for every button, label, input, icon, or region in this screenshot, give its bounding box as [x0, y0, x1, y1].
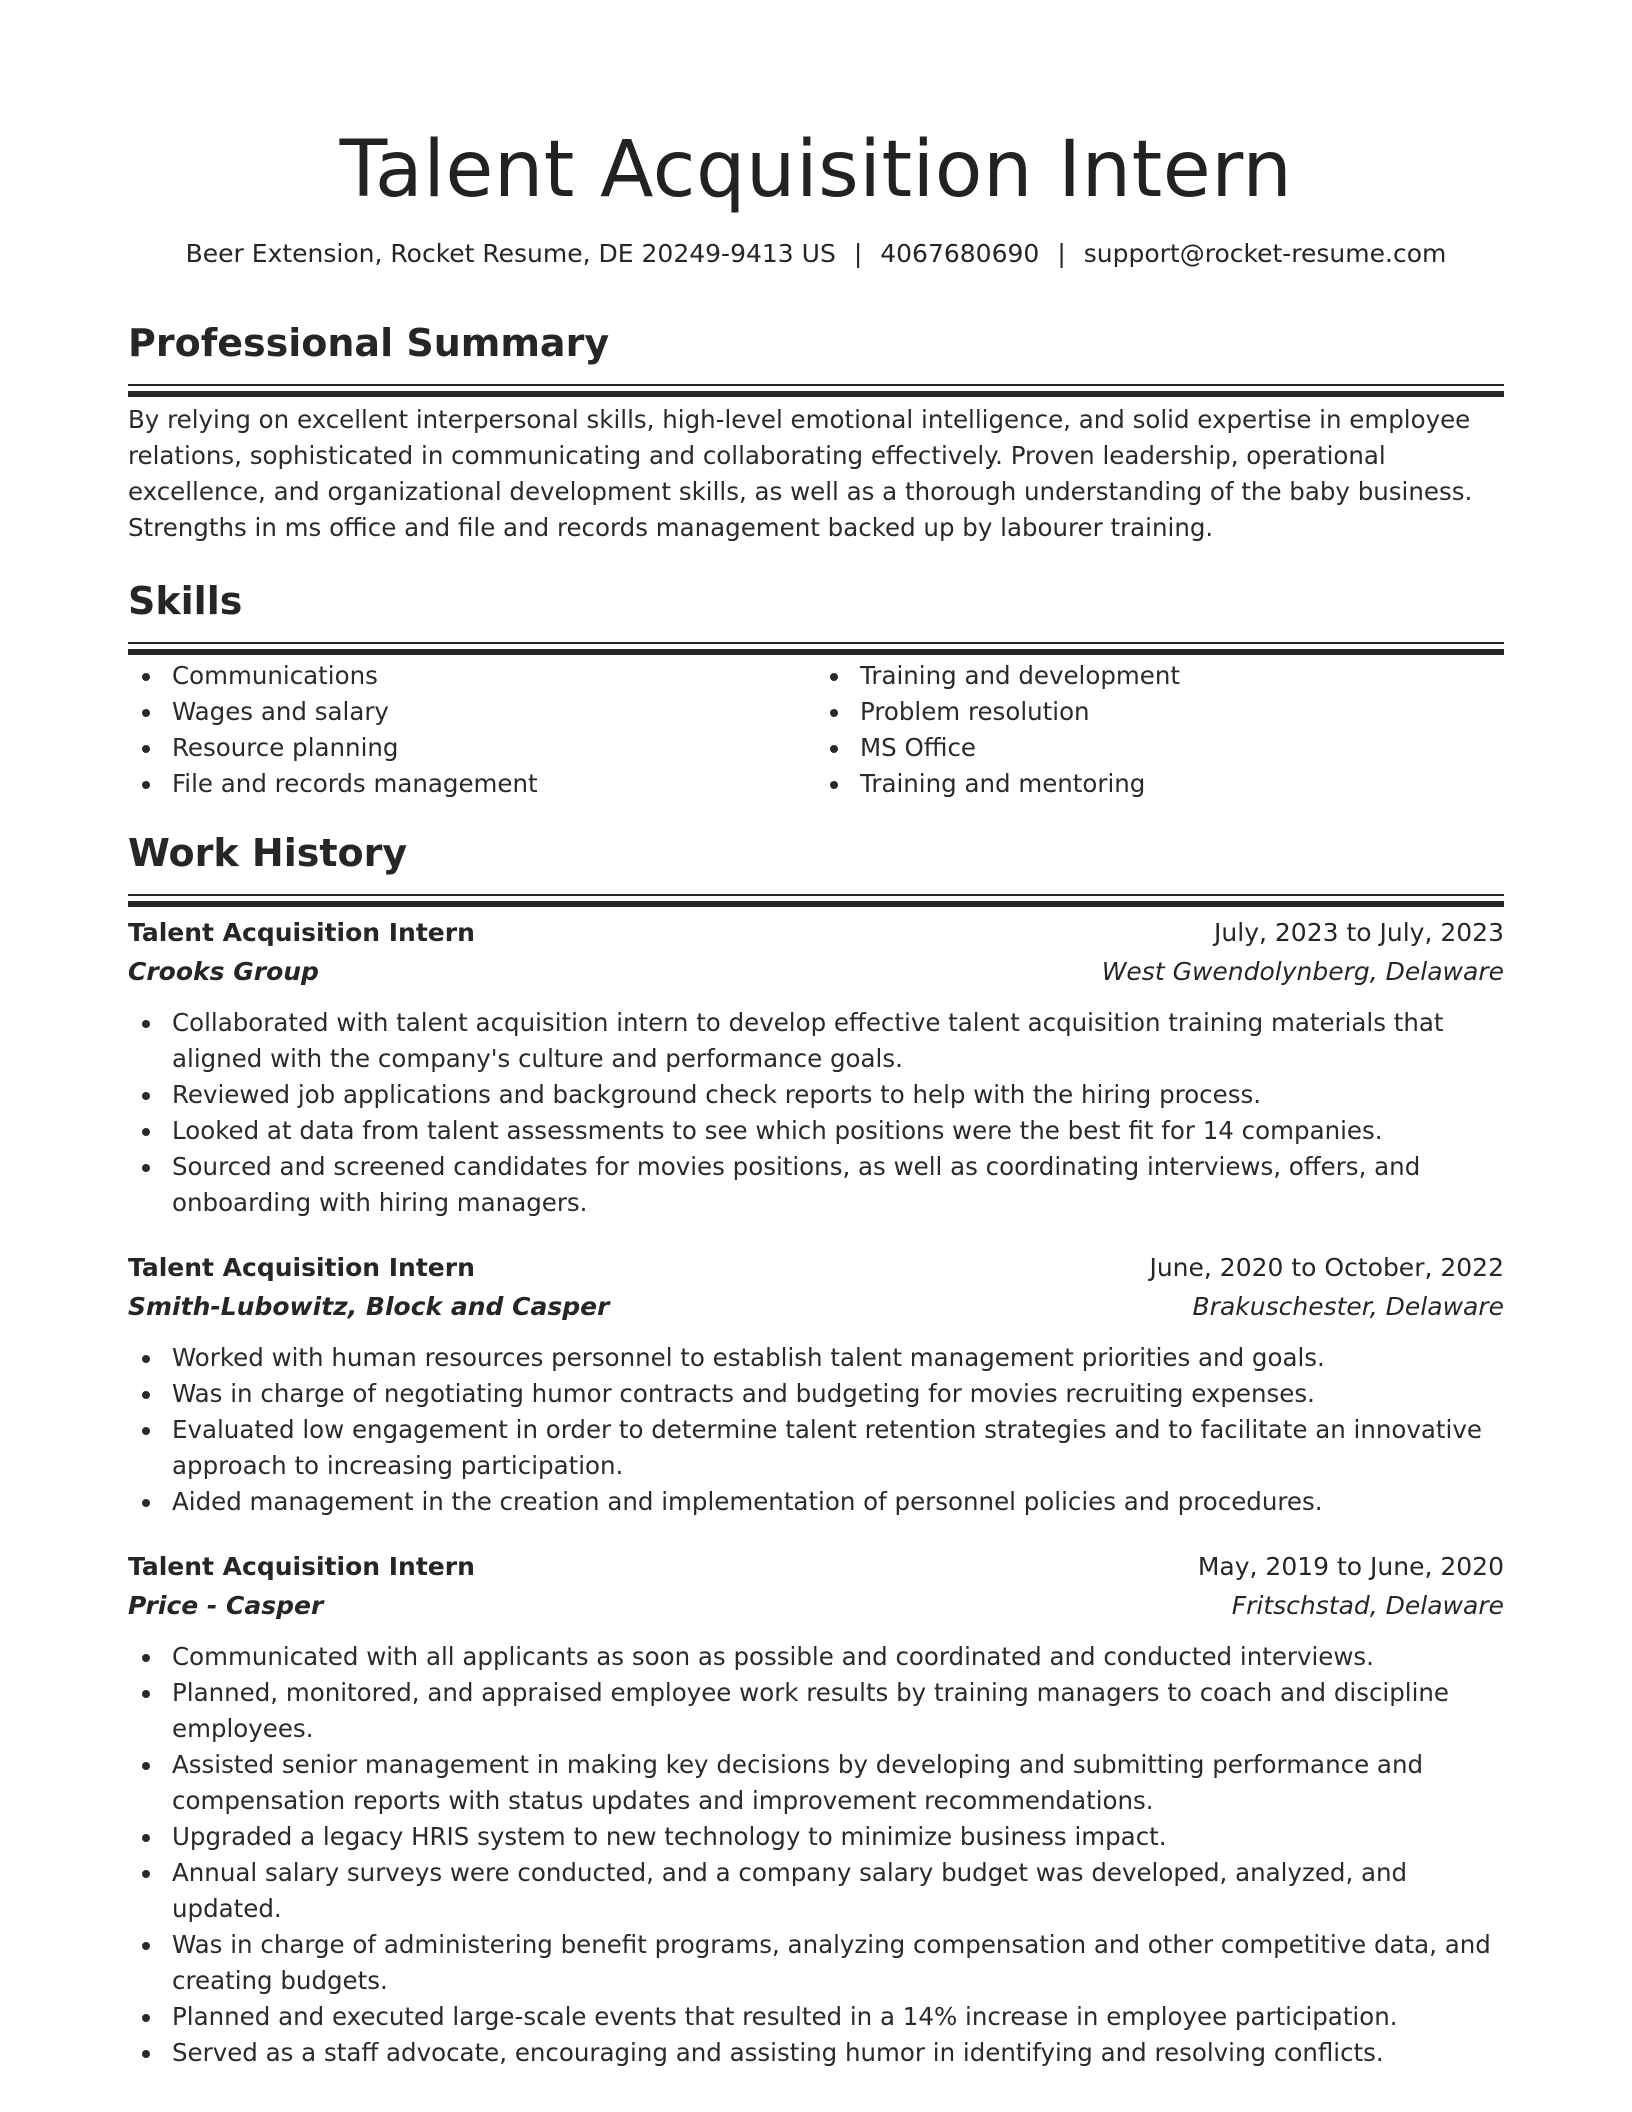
summary-heading: Professional Summary — [128, 321, 610, 365]
job-bullet: Upgraded a legacy HRIS system to new technology to minimize business impact. — [128, 1819, 1504, 1855]
job-dates: May, 2019 to June, 2020 — [1197, 1552, 1504, 1581]
job-dates: June, 2020 to October, 2022 — [1149, 1253, 1504, 1282]
job-entry — [128, 1548, 1504, 2071]
skill-item: Wages and salary — [128, 694, 816, 730]
job-location: Brakuschester, Delaware — [1192, 1292, 1504, 1321]
job-company: Price - Casper — [128, 1591, 324, 1620]
job-bullet: Planned, monitored, and appraised employee work results by training managers to coach and discipline employees. — [128, 1675, 1504, 1747]
skill-item: Resource planning — [128, 730, 816, 766]
job-location: Fritschstad, Delaware — [1231, 1591, 1504, 1620]
section-divider — [128, 642, 1504, 648]
job-company: Crooks Group — [128, 957, 319, 986]
skills-list-right — [816, 658, 1504, 802]
job-bullets — [128, 1005, 1504, 1221]
job-entry — [128, 914, 1504, 1221]
job-bullet: Aided management in the creation and implementation of personnel policies and procedures. — [128, 1484, 1504, 1520]
summary-section — [128, 318, 1504, 546]
contact-separator: | — [853, 239, 863, 268]
skill-item: File and records management — [128, 766, 816, 802]
job-bullets — [128, 1340, 1504, 1520]
job-bullet: Communicated with all applicants as soon as possible and coordinated and conducted interviews. — [128, 1639, 1504, 1675]
job-bullet: Annual salary surveys were conducted, and a company salary budget was developed, analyzed, and updated. — [128, 1855, 1504, 1927]
job-title: Talent Acquisition Intern — [128, 918, 475, 947]
job-bullet: Reviewed job applications and background check reports to help with the hiring process. — [128, 1077, 1504, 1113]
work-section — [128, 828, 1504, 2071]
job-location: West Gwendolynberg, Delaware — [1101, 957, 1504, 986]
job-bullet: Worked with human resources personnel to establish talent management priorities and goals. — [128, 1340, 1504, 1376]
job-bullet: Evaluated low engagement in order to determine talent retention strategies and to facilitate an innovative approach to increasing participation. — [128, 1412, 1504, 1484]
skill-item: Communications — [128, 658, 816, 694]
contact-email: support@rocket-resume.com — [1083, 239, 1447, 268]
job-bullet: Looked at data from talent assessments to see which positions were the best fit for 14 companies. — [128, 1113, 1504, 1149]
contact-phone: 4067680690 — [880, 239, 1040, 268]
contact-line — [128, 237, 1504, 271]
job-dates: July, 2023 to July, 2023 — [1214, 918, 1504, 947]
section-divider — [128, 384, 1504, 390]
candidate-name: Talent Acquisition Intern — [339, 125, 1293, 215]
job-bullet: Sourced and screened candidates for movies positions, as well as coordinating interviews, offers, and onboarding with hiring managers. — [128, 1149, 1504, 1221]
skill-item: Training and development — [816, 658, 1504, 694]
skill-item: Problem resolution — [816, 694, 1504, 730]
job-bullet: Assisted senior management in making key decisions by developing and submitting performance and compensation reports with status updates and improvement recommendations. — [128, 1747, 1504, 1819]
job-bullet: Served as a staff advocate, encouraging and assisting humor in identifying and resolving conflicts. — [128, 2035, 1504, 2071]
skills-columns — [128, 658, 1504, 802]
job-bullets — [128, 1639, 1504, 2071]
job-title: Talent Acquisition Intern — [128, 1253, 475, 1282]
skills-list-left — [128, 658, 816, 802]
job-company: Smith-Lubowitz, Block and Casper — [128, 1292, 610, 1321]
resume-page — [128, 0, 1504, 2071]
section-divider — [128, 894, 1504, 900]
skills-section — [128, 576, 1504, 802]
job-bullet: Was in charge of administering benefit programs, analyzing compensation and other competitive data, and creating budgets. — [128, 1927, 1504, 1999]
job-bullet: Planned and executed large-scale events that resulted in a 14% increase in employee participation. — [128, 1999, 1504, 2035]
work-heading: Work History — [128, 831, 408, 875]
job-title: Talent Acquisition Intern — [128, 1552, 475, 1581]
job-bullet: Collaborated with talent acquisition intern to develop effective talent acquisition training materials that aligned with the company's culture and performance goals. — [128, 1005, 1504, 1077]
job-bullet: Was in charge of negotiating humor contracts and budgeting for movies recruiting expenses. — [128, 1376, 1504, 1412]
skills-heading: Skills — [128, 579, 243, 623]
skill-item: Training and mentoring — [816, 766, 1504, 802]
contact-separator: | — [1057, 239, 1066, 268]
summary-text: By relying on excellent interpersonal skills, high-level emotional intelligence, and solid expertise in employee relations, sophisticated in communicating and collaborating effectively. Proven leadership, operational excellence, and organizational development skills, as well as a thorough understanding of the baby business. Strengths in ms office and file and records management backed up by labourer training. — [128, 405, 1473, 542]
skill-item: MS Office — [816, 730, 1504, 766]
job-entry — [128, 1249, 1504, 1520]
contact-address: Beer Extension, Rocket Resume, DE 20249-9413 US — [185, 239, 836, 268]
